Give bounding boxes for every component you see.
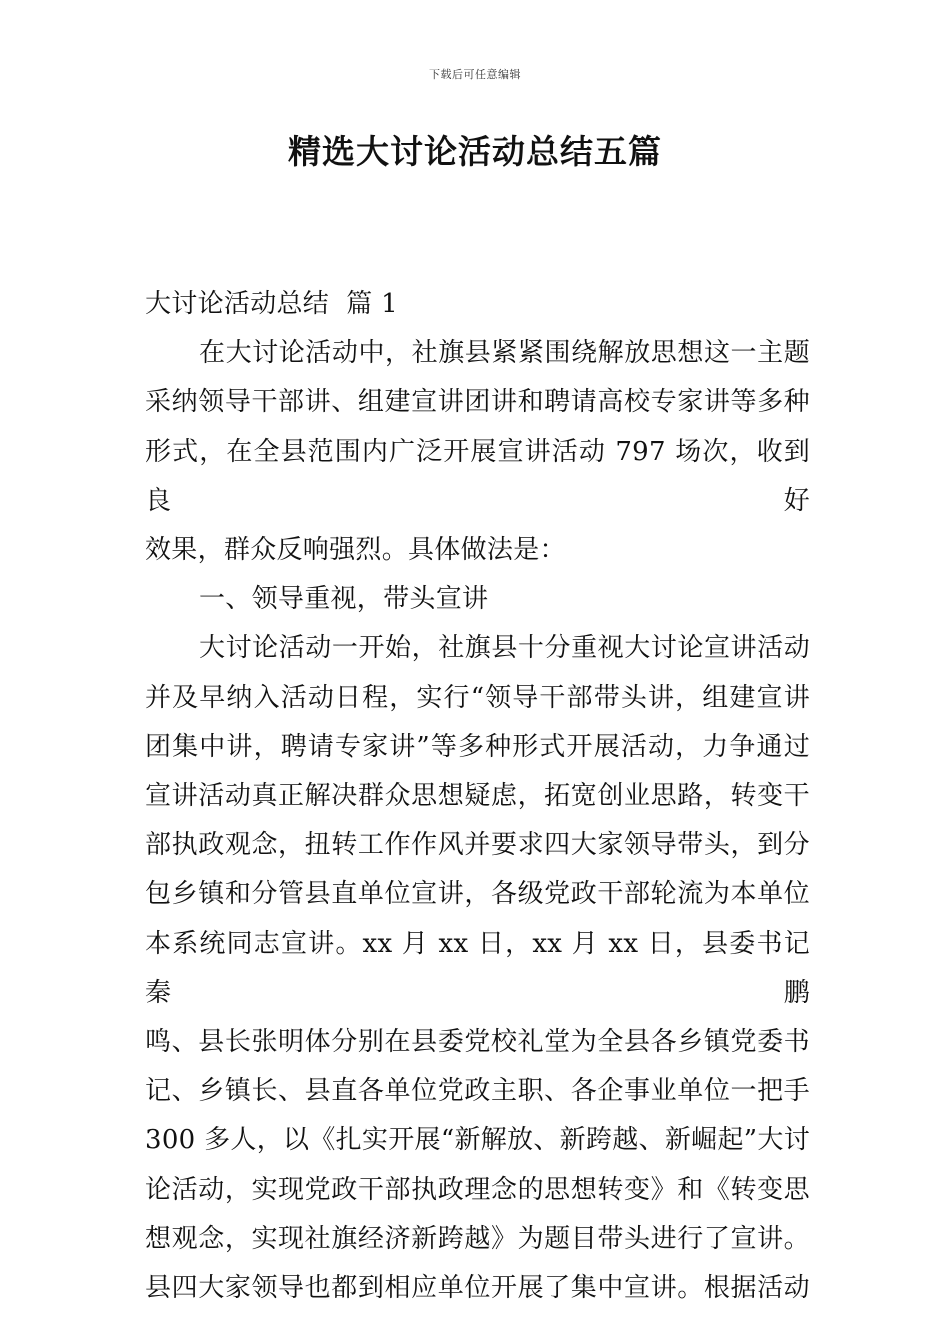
paragraph-line: 效果，群众反响强烈。具体做法是：	[145, 535, 566, 566]
document-body	[145, 280, 810, 1313]
header-note: 下载后可任意编辑	[429, 68, 521, 81]
paragraph-line: 团集中讲，聘请专家讲”等多种形式开展活动，力争通过	[145, 731, 810, 762]
paragraph-line: 并及早纳入活动日程，实行“领导干部带头讲，组建宣讲	[145, 682, 810, 713]
paragraph-line: 鸣、县长张明体分别在县委党校礼堂为全县各乡镇党委书	[145, 1027, 810, 1058]
section-heading: 大讨论活动总结 篇 1	[145, 289, 398, 319]
paragraph-line: 包乡镇和分管县直单位宣讲，各级党政干部轮流为本单位	[145, 879, 810, 910]
paragraph-line: 部执政观念，扭转工作作风并要求四大家领导带头，到分	[145, 830, 810, 861]
paragraph-line: 本系统同志宣讲。xx 月 xx 日，xx 月 xx 日，县委书记秦鹏	[145, 928, 810, 1008]
paragraph-line: 在大讨论活动中，社旗县紧紧围绕解放思想这一主题	[199, 338, 810, 369]
paragraph-line: 想观念，实现社旗经济新跨越》为题目带头进行了宣讲。	[145, 1223, 810, 1254]
subheading: 一、领导重视，带头宣讲	[199, 584, 489, 615]
document-title: 精选大讨论活动总结五篇	[288, 132, 662, 171]
paragraph-line: 县四大家领导也都到相应单位开展了集中宣讲。根据活动	[145, 1273, 810, 1304]
paragraph-line: 论活动，实现党政干部执政理念的思想转变》和《转变思	[145, 1174, 810, 1205]
paragraph-line: 宣讲活动真正解决群众思想疑虑，拓宽创业思路，转变干	[145, 781, 810, 812]
paragraph-line: 采纳领导干部讲、组建宣讲团讲和聘请高校专家讲等多种	[145, 387, 810, 418]
paragraph-line: 300 多人，以《扎实开展“新解放、新跨越、新崛起”大讨	[145, 1125, 810, 1156]
paragraph-line: 大讨论活动一开始，社旗县十分重视大讨论宣讲活动	[199, 633, 810, 664]
paragraph-line: 形式，在全县范围内广泛开展宣讲活动 797 场次，收到良好	[145, 436, 810, 516]
paragraph-line: 记、乡镇长、县直各单位党政主职、各企事业单位一把手	[145, 1076, 810, 1107]
